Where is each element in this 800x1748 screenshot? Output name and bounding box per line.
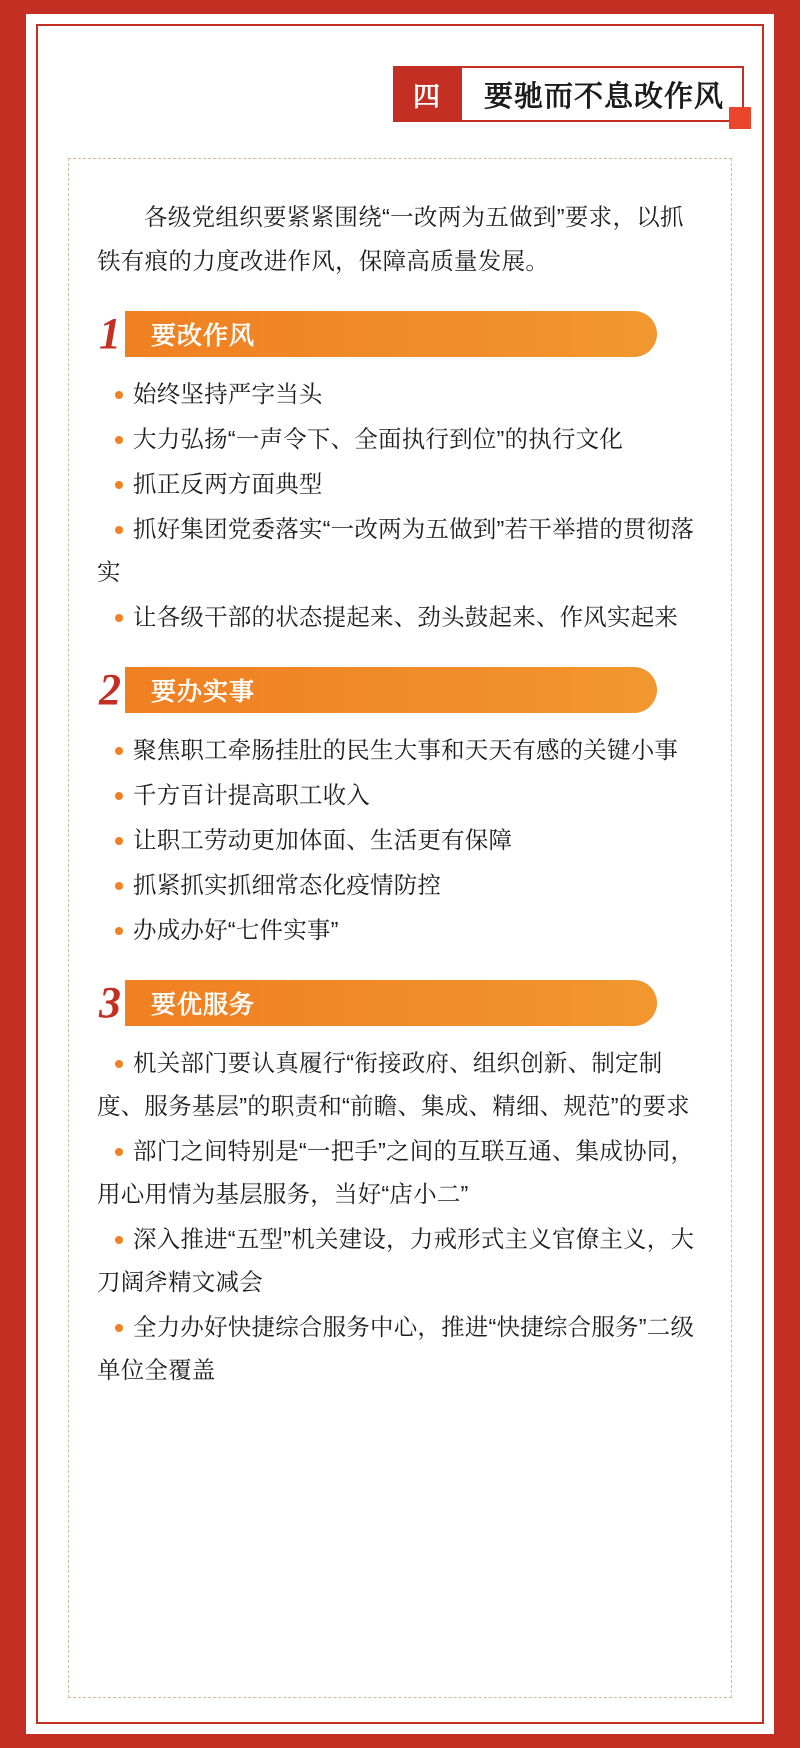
bullet-dot: [115, 1148, 123, 1156]
list-item-text: 深入推进“五型”机关建设，力戒形式主义官僚主义，大刀阔斧精文减会: [97, 1226, 695, 1295]
section-1-number: 1: [99, 309, 121, 358]
bullet-dot: [115, 436, 123, 444]
section-1-header: [97, 311, 703, 357]
section-3-list: [97, 1042, 703, 1392]
list-item-text: 让各级干部的状态提起来、劲头鼓起来、作风实起来: [133, 604, 679, 630]
list-item-text: 抓正反两方面典型: [133, 471, 323, 497]
header-accent-square: [729, 107, 751, 129]
list-item: [97, 909, 703, 952]
list-item: [97, 373, 703, 416]
section-header: [46, 56, 754, 148]
list-item: [97, 864, 703, 907]
list-item: [97, 1218, 703, 1304]
header-badge: [393, 66, 744, 122]
list-item: [97, 1306, 703, 1392]
section-2-header: [97, 667, 703, 713]
section-1-list: [97, 373, 703, 639]
bullet-dot: [115, 1060, 123, 1068]
section-2-number: 2: [99, 665, 121, 714]
section-2: [97, 667, 703, 952]
bullet-dot: [115, 792, 123, 800]
list-item-text: 全力办好快捷综合服务中心，推进“快捷综合服务”二级单位全覆盖: [97, 1314, 695, 1383]
list-item-text: 抓好集团党委落实“一改两为五做到”若干举措的贯彻落实: [97, 516, 695, 585]
bullet-dot: [115, 1324, 123, 1332]
list-item-text: 机关部门要认真履行“衔接政府、组织创新、制定制度、服务基层”的职责和“前瞻、集成、精细、规范”的要求: [97, 1050, 690, 1119]
list-item: [97, 508, 703, 594]
list-item-text: 部门之间特别是“一把手”之间的互联互通、集成协同，用心用情为基层服务，当好“店小二”: [97, 1138, 695, 1207]
list-item: [97, 418, 703, 461]
list-item-text: 大力弘扬“一声令下、全面执行到位”的执行文化: [133, 426, 624, 452]
list-item-text: 抓紧抓实抓细常态化疫情防控: [133, 872, 442, 898]
list-item-text: 办成办好“七件实事”: [133, 917, 339, 943]
list-item: [97, 1130, 703, 1216]
section-3-number: 3: [99, 978, 121, 1027]
section-1: [97, 311, 703, 639]
bullet-dot: [115, 882, 123, 890]
page-title: [462, 66, 744, 122]
header-title-text: 要驰而不息改作风: [483, 80, 724, 113]
bullet-dot: [115, 837, 123, 845]
header-number: 四: [393, 66, 462, 122]
section-2-list: [97, 729, 703, 952]
list-item-text: 聚焦职工牵肠挂肚的民生大事和天天有感的关键小事: [133, 737, 679, 763]
list-item-text: 让职工劳动更加体面、生活更有保障: [133, 827, 513, 853]
bullet-dot: [115, 1236, 123, 1244]
list-item: [97, 729, 703, 772]
list-item-text: 始终坚持严字当头: [133, 381, 323, 407]
intro-paragraph: 各级党组织要紧紧围绕“一改两为五做到”要求，以抓铁有痕的力度改进作风，保障高质量发展。: [97, 204, 684, 274]
section-1-label: 要改作风: [151, 322, 256, 350]
dashed-panel: [68, 158, 732, 1698]
section-3-header: [97, 980, 703, 1026]
bullet-dot: [115, 526, 123, 534]
list-item: [97, 774, 703, 817]
list-item: [97, 1042, 703, 1128]
list-item: [97, 463, 703, 506]
section-3-label: 要优服务: [151, 991, 256, 1019]
section-2-label: 要办实事: [151, 678, 256, 706]
poster-content: [46, 34, 754, 1714]
bullet-dot: [115, 481, 123, 489]
section-3: [97, 980, 703, 1392]
bullet-dot: [115, 391, 123, 399]
list-item: [97, 596, 703, 639]
bullet-dot: [115, 927, 123, 935]
list-item: [97, 819, 703, 862]
bullet-dot: [115, 614, 123, 622]
bullet-dot: [115, 747, 123, 755]
list-item-text: 千方百计提高职工收入: [133, 782, 370, 808]
